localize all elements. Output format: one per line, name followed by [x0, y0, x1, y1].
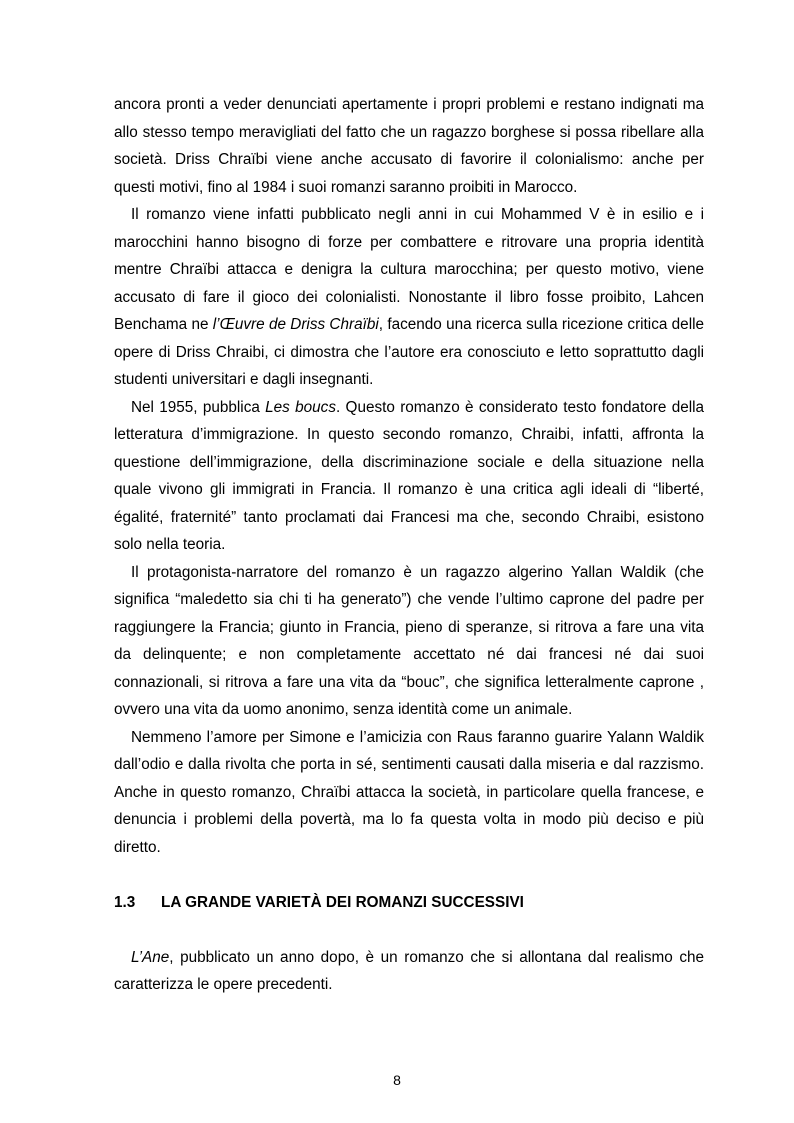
book-title-les-boucs: Les boucs [265, 398, 336, 416]
paragraph-5-text: Nemmeno l’amore per Simone e l’amicizia con Raus faranno guarire Yalann Waldik dall’odio e dalla rivolta che porta in sé, sentimenti causati dalla miseria e dal razzismo. Anche in questo romanzo, Chraïbi attacca la società, in particolare quella francese, e denuncia i problemi della povertà, ma lo fa questa volta in modo più deciso e più diretto. [114, 728, 704, 856]
book-title-oeuvre: l’Œuvre de Driss Chraïbi [212, 316, 379, 333]
page-number: 8 [393, 1072, 401, 1088]
paragraph-6-text: , pubblicato un anno dopo, è un romanzo che si allontana dal realismo che caratterizza le opere precedenti. [114, 948, 704, 993]
paragraph-4-text: Il protagonista-narratore del romanzo è un ragazzo algerino Yallan Waldik (che significa “maledetto sia chi ti ha generato”) che vende l’ultimo caprone del padre per raggiungere la Francia; giunto in Francia, pieno di speranze, si ritrova a fare una vita da delinquente; e non completamente accettato né dai francesi né dai suoi connazionali, si ritrova a fare una vita da “bouc”, che significa letteralmente caprone , ovvero una vita da uomo anonimo, senza identità come un animale. [114, 563, 704, 718]
document-page [114, 91, 704, 999]
paragraph-1 [114, 91, 704, 201]
section-title: LA GRANDE VARIETÀ DEI ROMANZI SUCCESSIVI [161, 894, 524, 911]
paragraph-5 [114, 724, 704, 862]
paragraph-3-text-a: Nel 1955, pubblica [131, 398, 266, 416]
paragraph-6 [114, 944, 704, 999]
book-title-l-ane: L’Ane [131, 948, 170, 966]
paragraph-2-text-a: Il romanzo viene infatti pubblicato negli anni in cui Mohammed V è in esilio e i marocchini hanno bisogno di forze per combattere e ritrovare una propria identità mentre Chraïbi attacca e denigra la cultura marocchina; per questo motivo, viene accusato di fare il gioco dei colonialisti. Nonostante il libro fosse proibito, Lahcen Benchama ne [114, 206, 704, 333]
paragraph-2-text-b: , facendo una ricerca sulla ricezione critica delle opere di Driss Chraibi, ci dimostra che l’autore era conosciuto e letto soprattutto dagli studenti universitari e dagli insegnanti. [114, 316, 704, 388]
paragraph-3 [114, 394, 704, 559]
section-number: 1.3 [114, 894, 136, 911]
paragraph-1-text: ancora pronti a veder denunciati apertamente i propri problemi e restano indignati ma allo stesso tempo meravigliati del fatto che un ragazzo borghese si possa ribellare alla società. Driss Chraïbi viene anche accusato di favorire il colonialismo: anche per questi motivi, fino al 1984 i suoi romanzi saranno proibiti in Marocco. [114, 96, 704, 196]
section-heading [114, 889, 704, 917]
paragraph-4 [114, 559, 704, 724]
paragraph-3-text-b: . Questo romanzo è considerato testo fondatore della letteratura d’immigrazione. In questo secondo romanzo, Chraibi, infatti, affronta la questione dell’immigrazione, della discriminazione sociale e della situazione nella quale vivono gli immigrati in Francia. Il romanzo è una critica agli ideali di “liberté, égalité, fraternité” tanto proclamati dai Francesi ma che, secondo Chraibi, esistono solo nella teoria. [114, 398, 705, 553]
paragraph-2 [114, 201, 704, 394]
